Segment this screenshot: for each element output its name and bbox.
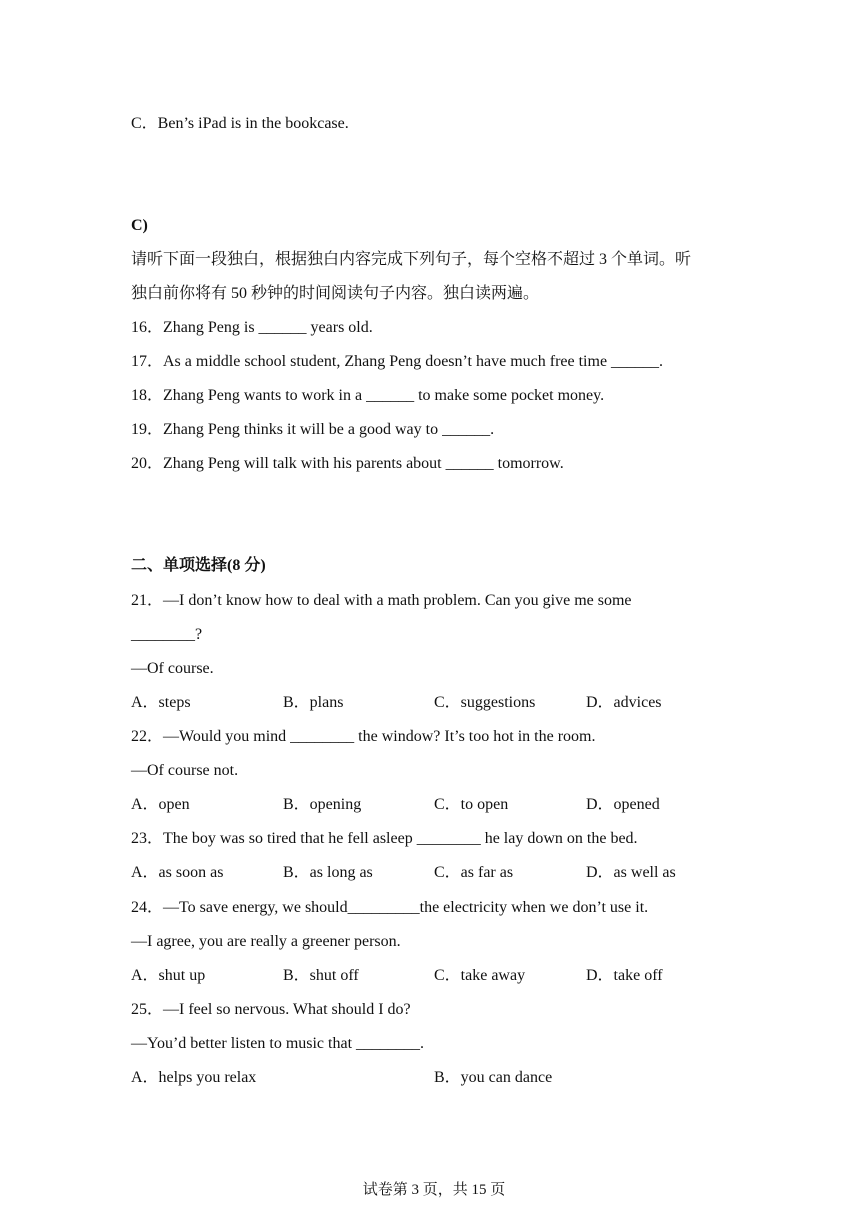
question-25-line-1: 25．—I feel so nervous. What should I do? — [131, 1001, 411, 1018]
question-22-line-1: 22．—Would you mind ________ the window? It’s too hot in the room. — [131, 728, 596, 745]
question-22-option-b: B．opening — [283, 796, 362, 813]
question-22-line-2: —Of course not. — [131, 762, 239, 779]
question-24-option-b: B．shut off — [283, 967, 359, 984]
question-19: 19．Zhang Peng thinks it will be a good way to ______. — [131, 421, 495, 438]
question-25-option-b: B．you can dance — [434, 1069, 553, 1086]
question-21-line-1: 21．—I don’t know how to deal with a math problem. Can you give me some — [131, 592, 632, 609]
question-25-option-a: A．helps you relax — [131, 1069, 257, 1086]
question-21-option-a: A．steps — [131, 694, 191, 711]
option-c-text: C．Ben’s iPad is in the bookcase. — [131, 115, 349, 132]
question-21-line-3: —Of course. — [131, 660, 214, 677]
question-21-option-d: D．advices — [586, 694, 662, 711]
question-17: 17．As a middle school student, Zhang Peng doesn’t have much free time ______. — [131, 353, 664, 370]
section-c-heading: C) — [131, 217, 148, 234]
question-22-option-a: A．open — [131, 796, 190, 813]
question-21-option-c: C．suggestions — [434, 694, 536, 711]
section-two-heading: 二、单项选择(8 分) — [131, 557, 266, 574]
question-23-option-b: B．as long as — [283, 864, 373, 881]
question-21-option-b: B．plans — [283, 694, 344, 711]
question-24-line-1: 24．—To save energy, we should_________the electricity when we don’t use it. — [131, 899, 649, 916]
question-24-option-a: A．shut up — [131, 967, 206, 984]
question-25-line-2: —You’d better listen to music that ________. — [131, 1035, 425, 1052]
question-18: 18．Zhang Peng wants to work in a ______ to make some pocket money. — [131, 387, 605, 404]
instructions-line-2: 独白前你将有 50 秒钟的时间阅读句子内容。独白读两遍。 — [131, 285, 540, 302]
question-23-line-1: 23．The boy was so tired that he fell asleep ________ he lay down on the bed. — [131, 830, 638, 847]
question-22-option-d: D．opened — [586, 796, 660, 813]
question-23-option-a: A．as soon as — [131, 864, 224, 881]
question-16: 16．Zhang Peng is ______ years old. — [131, 319, 373, 336]
question-23-option-c: C．as far as — [434, 864, 514, 881]
question-24-line-2: —I agree, you are really a greener person. — [131, 933, 401, 950]
page-footer: 试卷第 3 页，共 15 页 — [362, 1182, 506, 1198]
question-24-option-d: D．take off — [586, 967, 663, 984]
question-22-option-c: C．to open — [434, 796, 509, 813]
question-23-option-d: D．as well as — [586, 864, 676, 881]
question-20: 20．Zhang Peng will talk with his parents about ______ tomorrow. — [131, 455, 564, 472]
instructions-line-1: 请听下面一段独白，根据独白内容完成下列句子，每个空格不超过 3 个单词。听 — [131, 251, 692, 268]
question-24-option-c: C．take away — [434, 967, 526, 984]
question-21-line-2: ________? — [131, 626, 203, 643]
